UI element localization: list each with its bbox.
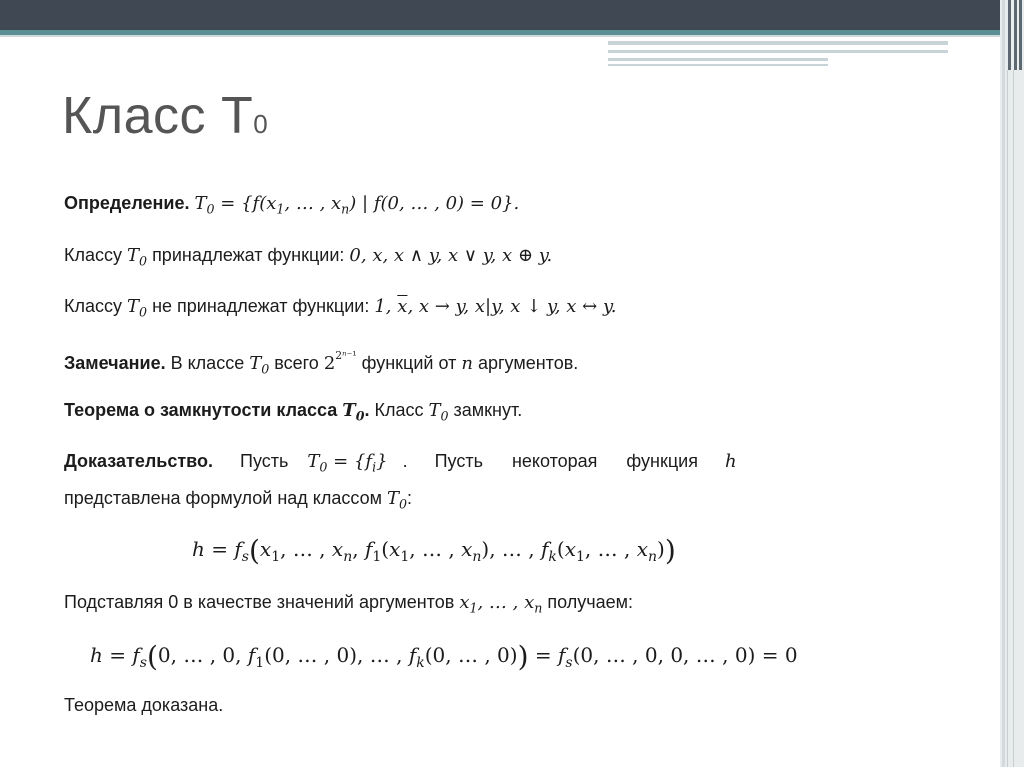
class-not-belongs-tail: не принадлежат функции: — [152, 296, 370, 316]
class-not-belongs-line — [64, 296, 616, 320]
theorem-end: замкнут. — [453, 400, 523, 420]
substitute-line — [64, 592, 633, 616]
proof-let2: Пусть некоторая функция — [434, 451, 698, 471]
proof-line2-text: представлена формулой над классом — [64, 488, 382, 508]
remark-end: аргументов. — [477, 353, 579, 373]
class-not-belongs-text: Классу — [64, 296, 122, 316]
substitute-end: получаем: — [547, 592, 634, 612]
substitution-formula: $h = f_s(0$, … , 0, $f_1(0$, … , 0), … , $f_k(0$, … , $0)) = f_s(0$, … , 0, 0, … , 0) = 0 — [90, 640, 798, 673]
not-belongs-functions: 1, $\overline{x}$, x → y, x|y, x ↓ y, x ↔ y. — [374, 296, 617, 317]
header-segment — [608, 58, 828, 61]
header-segment — [608, 41, 948, 45]
theorem-text: Класс — [374, 400, 424, 420]
remark-n: n — [461, 353, 473, 374]
class-symbol: $T_0$ — [428, 400, 449, 424]
remark-label: Замечание. — [64, 353, 166, 373]
remark-tail: функций от — [361, 353, 457, 373]
class-belongs-tail: принадлежат функции: — [152, 245, 345, 265]
class-belongs-text: Классу — [64, 245, 122, 265]
header-segment — [608, 64, 828, 66]
definition-line — [64, 193, 519, 217]
header-segment — [608, 50, 948, 53]
theorem-proved-line — [64, 695, 223, 716]
theorem-proved-text: Теорема доказана. — [64, 695, 224, 715]
slide-title-text: Класс T — [62, 87, 254, 145]
theorem-label: Теорема о замкнутости класса — [64, 400, 338, 420]
proof-let: Пусть — [240, 451, 289, 471]
remark-text: В классе — [170, 353, 245, 373]
definition-label: Определение. — [64, 193, 190, 213]
proof-set-formula: $T_0 = \{f_i\}$ — [307, 451, 388, 475]
proof-line: Доказательство. Пусть $T_0 = \{f_i\}$ . Пусть некоторая функция h — [64, 451, 737, 475]
belongs-functions: 0, x, x ∧ y, x ∨ y, x ⊕ y. — [349, 245, 553, 266]
theorem-line: Теорема о замкнутости класса $T_0$. Класс $T_0$ замкнут. — [64, 400, 523, 424]
proof-line-2: представлена формулой над классом $T_0$: — [64, 488, 413, 512]
substitute-args: $x_1$, … , $x_n$ — [459, 592, 543, 616]
class-symbol: $T_0$ — [249, 353, 270, 377]
header-bar — [0, 0, 1024, 30]
slide-title — [62, 86, 268, 146]
class-belongs-line — [64, 245, 552, 269]
proof-h: h — [724, 451, 737, 472]
proof-label: Доказательство. — [64, 451, 213, 471]
remark-all: всего — [274, 353, 319, 373]
slide-title-subscript: 0 — [253, 109, 269, 139]
class-symbol: $T_0$ — [127, 245, 148, 269]
right-edge-decoration — [1000, 0, 1024, 767]
definition-formula: $T_0 = \{f(x_1$, … , $x_n$) | f(0, … , 0) = 0}. — [194, 193, 520, 217]
header-thin-stripe — [0, 35, 1024, 37]
substitute-text: Подставляя 0 в качестве значений аргументов — [64, 592, 455, 612]
class-symbol: $T_0$ — [386, 488, 408, 512]
remark-count-formula: $2^{2^{n-1}}$ — [323, 349, 357, 374]
class-symbol: $T_0$ — [127, 296, 148, 320]
theorem-class-symbol: $T_0$ — [342, 400, 365, 424]
composition-formula: $h = f_s(x_1$, … , $x_n$, $f_1(x_1$, … , $x_n$), … , $f_k(x_1$, … , $x_n$)) — [192, 534, 676, 567]
remark-line — [64, 349, 578, 377]
